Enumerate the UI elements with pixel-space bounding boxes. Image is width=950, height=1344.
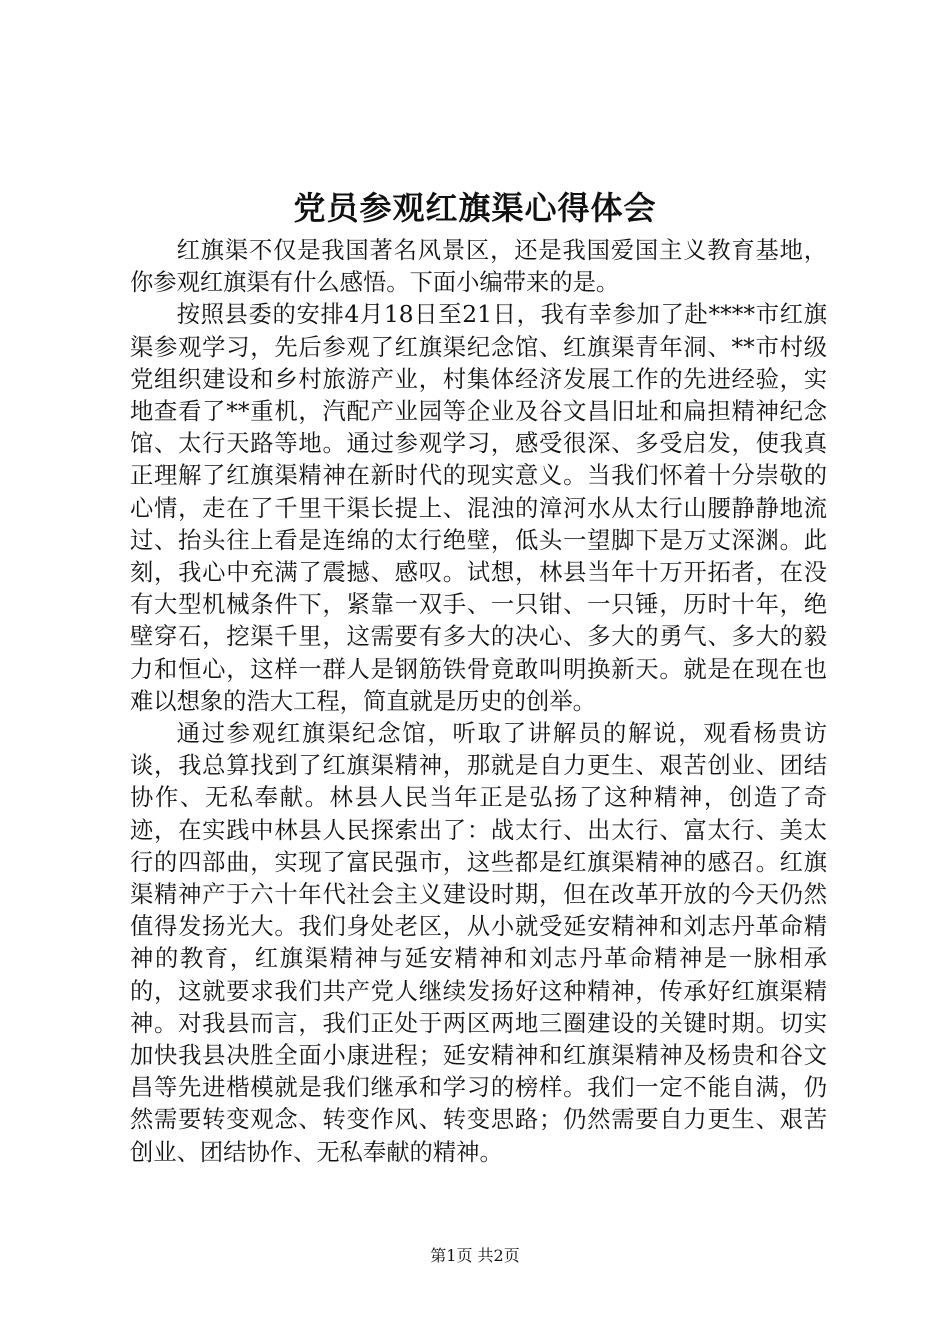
document-title: 党员参观红旗渠心得体会 (293, 189, 657, 227)
paragraph-intro: 红旗渠不仅是我国著名风景区，还是我国爱国主义教育基地，你参观红旗渠有什么感悟。下面小编带来的是。 (130, 237, 827, 297)
document-body (130, 235, 827, 1169)
page-footer: 第1页 共2页 (430, 1246, 520, 1265)
paragraph-visit: 按照县委的安排4月18日至21日，我有幸参加了赴****市红旗渠参观学习，先后参观了红旗渠纪念馆、红旗渠青年洞、**市村级党组织建设和乡村旅游产业，村集体经济发展工作的先进经验，实地查看了**重机，汽配产业园等企业及谷文昌旧址和扁担精神纪念馆、太行天路等地。通过参观学习，感受很深、多受启发，使我真正理解了红旗渠精神在新时代的现实意义。当我们怀着十分崇敬的心情，走在了千里干渠长提上、混浊的漳河水从太行山腰静静地流过、抬头往上看是连绵的太行绝壁，低头一望脚下是万丈深渊。此刻，我心中充满了震撼、感叹。试想，林县当年十万开拓者，在没有大型机械条件下，紧靠一双手、一只钳、一只锤，历时十年，绝壁穿石，挖渠千里，这需要有多大的决心、多大的勇气、多大的毅力和恒心，这样一群人是钢筋铁骨竟敢叫明换新天。就是在现在也难以想象的浩大工程，简直就是历史的创举。 (130, 301, 827, 715)
paragraph-spirit: 通过参观红旗渠纪念馆，听取了讲解员的解说，观看杨贵访谈，我总算找到了红旗渠精神，那就是自力更生、艰苦创业、团结协作、无私奉献。林县人民当年正是弘扬了这种精神，创造了奇迹，在实践中林县人民探索出了：战太行、出太行、富太行、美太行的四部曲，实现了富民强市，这些都是红旗渠精神的感召。红旗渠精神产于六十年代社会主义建设时期，但在改革开放的今天仍然值得发扬光大。我们身处老区，从小就受延安精神和刘志丹革命精神的教育，红旗渠精神与延安精神和刘志丹革命精神是一脉相承的，这就要求我们共产党人继续发扬好这种精神，传承好红旗渠精神。对我县而言，我们正处于两区两地三圈建设的关键时期。切实加快我县决胜全面小康进程；延安精神和红旗渠精神及杨贵和谷文昌等先进楷模就是我们继承和学习的榜样。我们一定不能自满，仍然需要转变观念、转变作风、转变思路；仍然需要自力更生、艰苦创业、团结协作、无私奉献的精神。 (130, 720, 827, 1166)
